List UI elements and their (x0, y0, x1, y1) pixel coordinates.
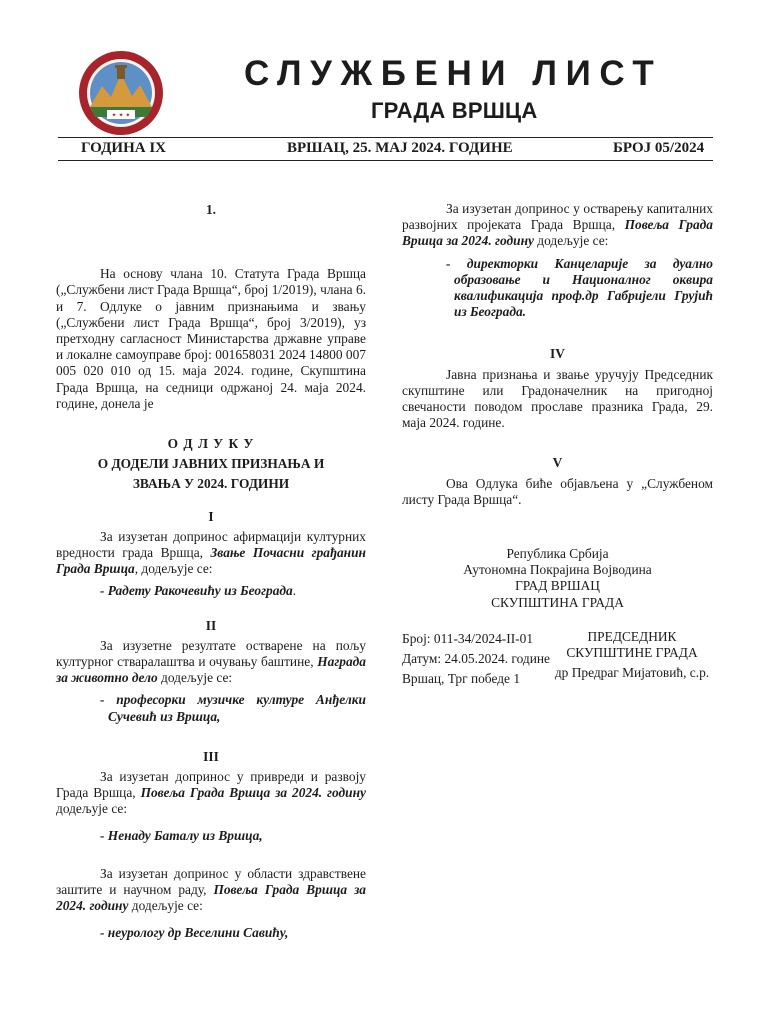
masthead-top-rule (58, 137, 713, 138)
section-iii-text: За изузетан допринос у привреди и развоју Града Вршца, Повеља Града Вршца за 2024. годину додељује се: (56, 769, 366, 817)
section-v-number: V (552, 455, 563, 471)
signatory (552, 629, 712, 682)
section-iii-award-1: - Ненаду Баталу из Вршца, (100, 827, 263, 843)
section-iii-text-2: За изузетан допринос у области здравствене заштите и научном раду, Повеља Града Вршца за 2024. годину додељује се: (56, 865, 366, 914)
issuer-line-3: ГРАД ВРШАЦ (515, 578, 600, 594)
issuer-line-4: СКУПШТИНА ГРАДА (491, 594, 624, 610)
publication-subtitle: ГРАДА ВРШЦА (371, 98, 538, 123)
signatory-title-2: СКУПШТИНЕ ГРАДА (566, 645, 698, 661)
decision-title-line2: ЗВАЊА У 2024. ГОДИНИ (132, 476, 290, 492)
section-iii-award-3: - директорки Канцеларије за дуално образовање и Националног оквира квалификација проф.др Габријели Грујић из Београда. (446, 255, 713, 320)
decision-heading: О Д Л У К У (167, 436, 255, 452)
reference-date: Датум: 24.05.2024. године (402, 650, 550, 666)
section-iii-text-3: За изузетан допринос у остварењу капиталних развојних пројеката Града Вршца, Повеља Града Вршца за 2024. годину додељује се: (402, 201, 714, 249)
decision-title-line1: О ДОДЕЛИ ЈАВНИХ ПРИЗНАЊА И (97, 456, 325, 472)
section-iv-text: Јавна признања и звање уручују Председник скупштине или Градоначелник на пригодној свечаности поводом прославе празника Града, 29. маја 2024. године. (402, 366, 713, 431)
reference-number: Број: 011-34/2024-II-01 (402, 630, 534, 646)
section-iii-award-2: - неурологу др Веселини Савићу, (100, 924, 289, 940)
item-number: 1. (205, 202, 217, 217)
section-iii-number: III (203, 748, 219, 764)
issuer-line-2: Аутономна Покрајина Војводина (463, 562, 652, 578)
right-column (402, 201, 713, 689)
svg-text:✦ ✦ ✦: ✦ ✦ ✦ (111, 112, 131, 119)
section-ii-text: За изузетне резултате остварене на пољу културног стваралаштва и очувању баштине, Награда за животно дело додељује се: (56, 637, 366, 686)
issuer-line-1: Република Србија (506, 546, 609, 562)
coat-of-arms-logo (78, 50, 164, 136)
section-iv-number: IV (550, 346, 565, 362)
issuer-block (402, 546, 713, 611)
section-i-text: За изузетан допринос афирмацији културних вредности града Вршца, Звање Почасни грађанин Града Вршца, додељује се: (56, 528, 366, 577)
left-column (56, 202, 366, 941)
signature-block (402, 629, 713, 689)
signatory-name: др Предраг Мијатовић, с.р. (554, 665, 710, 681)
section-ii-number: II (205, 617, 217, 633)
preamble: На основу члана 10. Статута Града Вршца („Службени лист Града Вршца“, број 1/2019), члана 6. и 7. Одлуке о јавним признањима и звању („Службени лист Града Вршца“, број 3/2019), уз претходну сагласност Министарства државне управе и локалне самоуправе број: 001658031 2024 14800 007 005 020 010 од 15. маја 2024. године, Скупштина Града Вршца, на седници одржаној 24. маја 2024. године, донела је (56, 266, 366, 411)
issue-year: ГОДИНА IX (81, 140, 166, 156)
section-i-number: I (208, 508, 214, 524)
section-i-award: - Радету Ракочевићу из Београда. (100, 583, 297, 599)
signatory-title-1: ПРЕДСЕДНИК (587, 628, 677, 644)
section-v-text: Ова Одлука биће објављена у „Службеном листу Града Вршца“. (402, 475, 713, 507)
publication-title: СЛУЖБЕНИ ЛИСТ (244, 54, 663, 93)
masthead-bottom-rule (58, 160, 713, 161)
reference-place: Вршац, Трг победе 1 (402, 670, 521, 686)
section-ii-award: - професорки музичке културе Анђелки Сучевић из Вршца, (100, 692, 366, 724)
reference-info (402, 629, 550, 689)
issue-number: БРОЈ 05/2024 (613, 140, 705, 156)
issue-date: ВРШАЦ, 25. МАЈ 2024. ГОДИНЕ (287, 140, 513, 156)
